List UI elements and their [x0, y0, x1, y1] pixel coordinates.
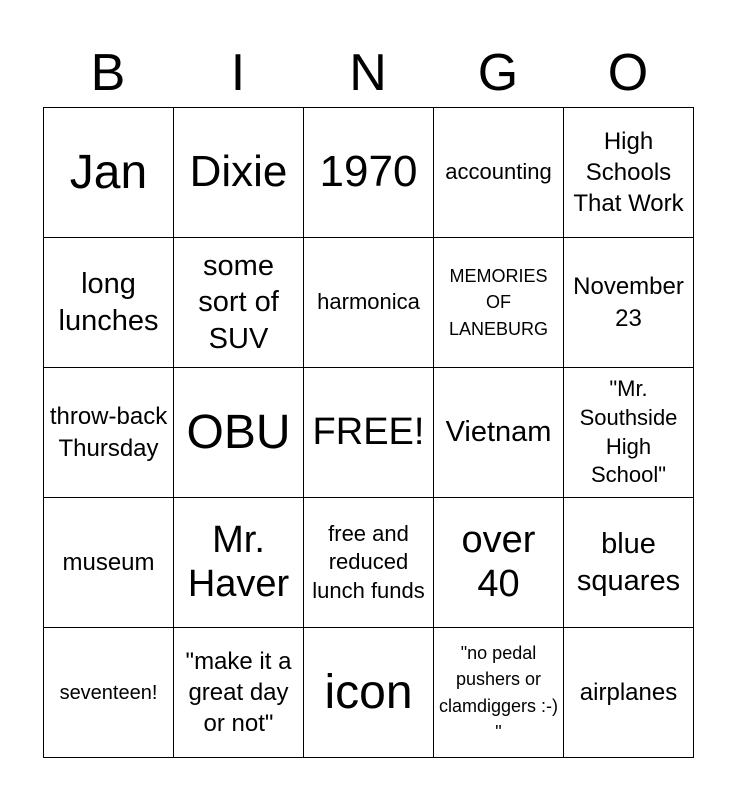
bingo-cell — [44, 238, 174, 368]
cell-text: November 23 — [573, 273, 684, 332]
grid-row — [44, 628, 694, 758]
grid-row — [44, 238, 694, 368]
bingo-cell — [174, 238, 304, 368]
bingo-cell — [434, 238, 564, 368]
bingo-cell — [304, 628, 434, 758]
cell-text: icon — [324, 665, 413, 719]
bingo-cell — [174, 368, 304, 498]
cell-text: Vietnam — [445, 416, 552, 449]
cell-text: museum — [62, 548, 155, 576]
header-letter-i: I — [230, 44, 246, 102]
cell-text: High Schools That Work — [573, 127, 684, 218]
cell-text: FREE! — [312, 410, 425, 453]
cell-text: seventeen! — [59, 681, 158, 704]
bingo-cell — [304, 498, 434, 628]
bingo-cell — [44, 628, 174, 758]
cell-text: blue squares — [576, 528, 681, 597]
bingo-cell — [44, 108, 174, 238]
cell-text: harmonica — [317, 289, 420, 315]
cell-text: MEMORIES OF LANEBURG — [448, 266, 549, 339]
cell-text: Dixie — [189, 147, 288, 197]
bingo-cell — [434, 368, 564, 498]
bingo-cell — [304, 238, 434, 368]
bingo-cell — [564, 108, 694, 238]
bingo-header — [43, 40, 693, 106]
grid-row — [44, 498, 694, 628]
bingo-cell — [44, 368, 174, 498]
bingo-cell — [174, 628, 304, 758]
cell-text: Mr. Haver — [187, 518, 290, 605]
header-letter-g: G — [477, 44, 519, 102]
cell-text: "make it a great day or not" — [185, 647, 292, 738]
bingo-cell — [304, 108, 434, 238]
bingo-cell — [174, 498, 304, 628]
grid-row — [44, 108, 694, 238]
bingo-cell — [434, 498, 564, 628]
cell-text: 1970 — [319, 147, 418, 197]
cell-text: throw-back Thursday — [49, 403, 168, 462]
bingo-cell — [304, 368, 434, 498]
bingo-cell — [174, 108, 304, 238]
bingo-cell — [434, 628, 564, 758]
header-letter-b: B — [90, 44, 126, 102]
cell-text: Jan — [69, 145, 148, 199]
cell-text: accounting — [445, 159, 552, 185]
header-letter-n: N — [349, 44, 387, 102]
cell-text: long lunches — [58, 268, 159, 337]
bingo-cell — [564, 238, 694, 368]
bingo-card-grid — [43, 107, 694, 758]
cell-text: "Mr. Southside High School" — [579, 376, 678, 488]
cell-text: "no pedal pushers or clamdiggers :-) " — [438, 643, 559, 742]
bingo-cell — [564, 498, 694, 628]
cell-text: OBU — [186, 405, 291, 459]
cell-text: some sort of SUV — [198, 250, 279, 355]
bingo-cell — [564, 628, 694, 758]
bingo-cell — [44, 498, 174, 628]
bingo-cell — [434, 108, 564, 238]
bingo-cell — [564, 368, 694, 498]
header-letter-o: O — [607, 44, 649, 102]
grid-row — [44, 368, 694, 498]
cell-text: airplanes — [579, 678, 678, 706]
cell-text: over 40 — [461, 518, 536, 605]
cell-text: free and reduced lunch funds — [312, 520, 425, 603]
